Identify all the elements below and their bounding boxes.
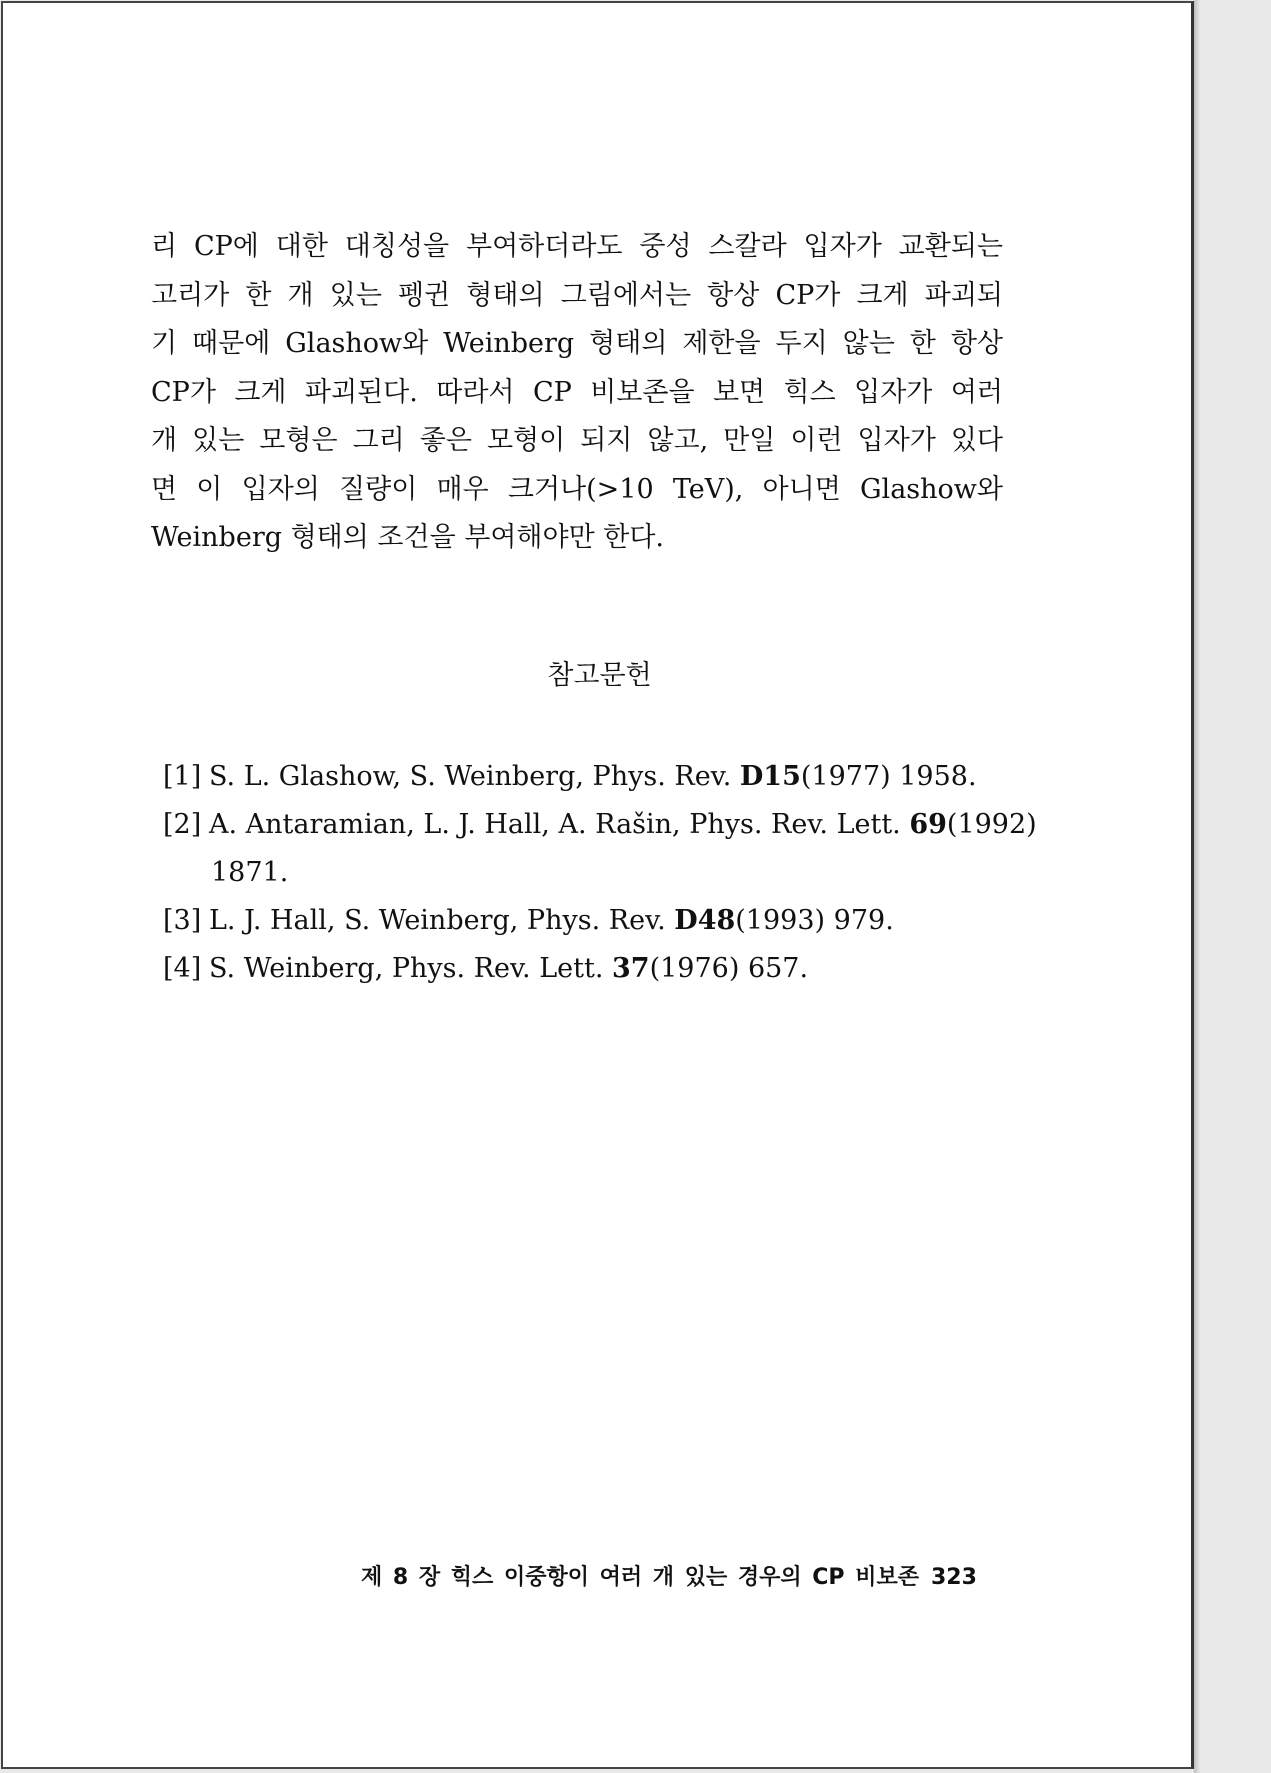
references-list xyxy=(163,753,1037,993)
reference-volume: 37 xyxy=(612,953,650,984)
page-footer xyxy=(361,1563,981,1593)
paragraph-line: 면 이 입자의 질량이 매우 크거나(>10 TeV), 아니면 Glashow와 xyxy=(151,473,1003,505)
reference-year-pages: (1992) xyxy=(946,809,1037,840)
reference-volume: D15 xyxy=(739,761,801,792)
reference-number: [3] xyxy=(163,905,202,936)
reference-number: [4] xyxy=(163,953,202,984)
paragraph-line: 리 CP에 대한 대칭성을 부여하더라도 중성 스칼라 입자가 교환되는 xyxy=(151,231,1003,262)
paragraph-line: CP가 크게 파괴된다. 따라서 CP 비보존을 보면 힉스 입자가 여러 xyxy=(151,376,1003,408)
reference-volume: D48 xyxy=(674,905,736,936)
paragraph-line: 고리가 한 개 있는 펭귄 형태의 그림에서는 항상 CP가 크게 파괴되 xyxy=(151,279,1003,311)
reference-item xyxy=(163,897,1005,945)
paragraph-line: Weinberg 형태의 조건을 부여해야만 한다. xyxy=(151,522,664,553)
reference-number: [2] xyxy=(163,809,202,840)
reference-continuation: 1871. xyxy=(211,857,289,888)
reference-number: [1] xyxy=(163,761,202,792)
reference-text: L. J. Hall, S. Weinberg, Phys. Rev. xyxy=(209,905,675,936)
reference-text: S. L. Glashow, S. Weinberg, Phys. Rev. xyxy=(209,761,740,792)
reference-item xyxy=(163,753,1005,801)
reference-year-pages: (1993) 979. xyxy=(735,905,894,936)
paragraph-line: 개 있는 모형은 그리 좋은 모형이 되지 않고, 만일 이런 입자가 있다 xyxy=(151,425,1003,456)
paragraph-line: 기 때문에 Glashow와 Weinberg 형태의 제한을 두지 않는 한 항상 xyxy=(151,328,1003,359)
reference-text: A. Antaramian, L. J. Hall, A. Rašin, Phys. Rev. Lett. xyxy=(209,809,910,840)
document-page xyxy=(1,1,1194,1769)
running-head: 제 8 장 힉스 이중항이 여러 개 있는 경우의 CP 비보존 xyxy=(361,1565,919,1590)
reference-item xyxy=(163,801,1037,897)
reference-item xyxy=(163,945,1005,993)
reference-text: S. Weinberg, Phys. Rev. Lett. xyxy=(209,953,612,984)
reference-year-pages: (1976) 657. xyxy=(649,953,809,984)
page-number: 323 xyxy=(930,1565,977,1590)
references-heading: 참고문헌 xyxy=(547,660,652,691)
page-edge-shadow xyxy=(1194,0,1200,1773)
reference-volume: 69 xyxy=(909,809,947,840)
reference-year-pages: (1977) 1958. xyxy=(800,761,977,792)
body-paragraph xyxy=(151,223,1003,563)
